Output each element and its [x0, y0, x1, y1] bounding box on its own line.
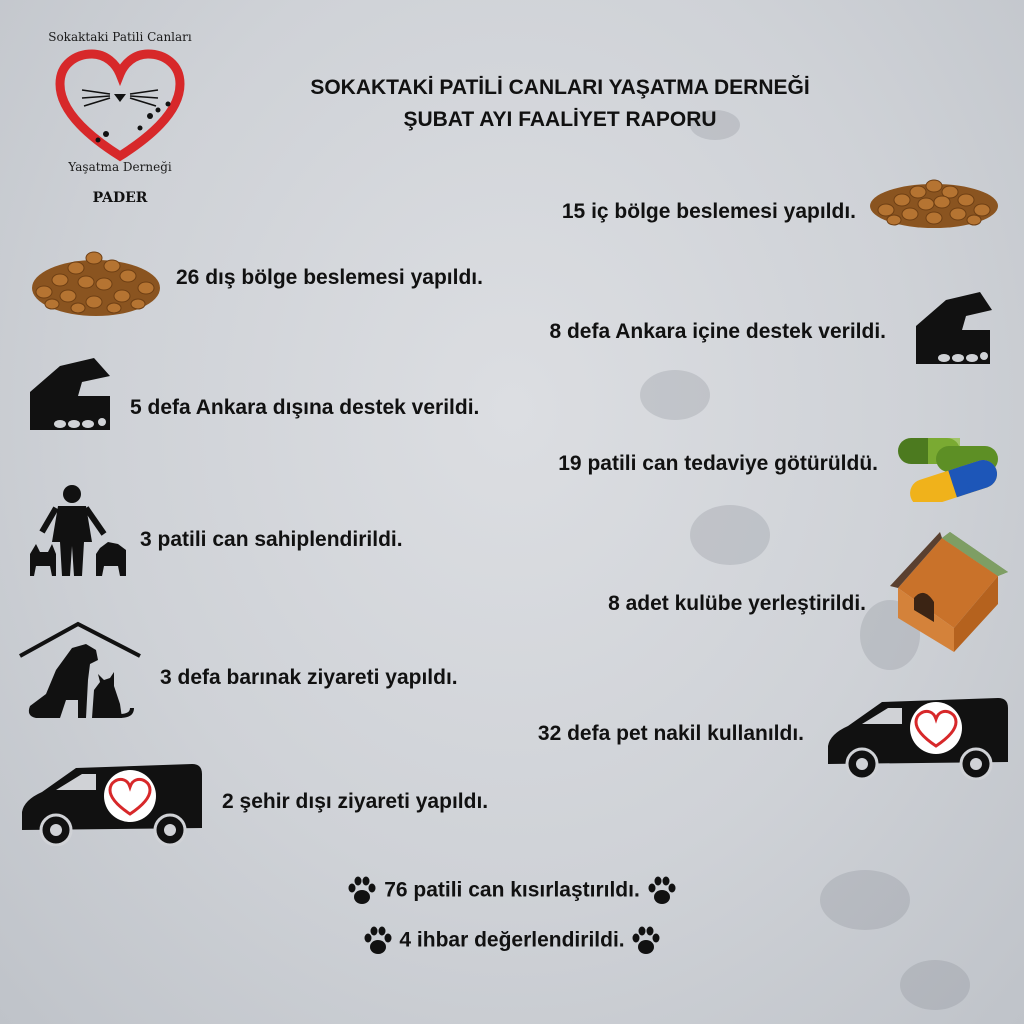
paw-icon	[630, 926, 662, 956]
van-icon	[822, 694, 1012, 780]
stat-support-outside-ankara: 5 defa Ankara dışına destek verildi.	[130, 396, 480, 419]
stat-adoption: 3 patili can sahiplendirildi.	[140, 528, 403, 551]
logo-bottom-text: Yaşatma Derneği	[68, 160, 172, 174]
paw-icon	[362, 926, 394, 956]
paw-icon	[346, 876, 378, 906]
shelter-dog-cat-icon	[16, 620, 142, 726]
page-subtitle: ŞUBAT AYI FAALİYET RAPORU	[403, 108, 717, 131]
stat-support-inside-ankara: 8 defa Ankara içine destek verildi.	[549, 320, 886, 343]
stat-outside-city-visit: 2 şehir dışı ziyareti yapıldı.	[222, 790, 489, 813]
footer-report-line	[0, 926, 1024, 956]
adoption-person-pets-icon	[22, 484, 134, 580]
pill-capsule-icon	[892, 432, 1004, 502]
page-title: SOKAKTAKİ PATİLİ CANLARI YAŞATMA DERNEĞİ	[310, 76, 810, 99]
van-icon	[16, 760, 206, 846]
heart-logo-icon	[52, 44, 188, 164]
stat-outer-feeding: 26 dış bölge beslemesi yapıldı.	[176, 266, 483, 289]
stat-shelter-visit: 3 defa barınak ziyareti yapıldı.	[160, 666, 458, 689]
logo-top-text: Sokaktaki Patili Canları	[48, 30, 192, 44]
stat-inner-feeding: 15 iç bölge beslemesi yapıldı.	[561, 200, 856, 223]
kibble-icon	[866, 170, 1002, 230]
helping-hand-icon	[906, 286, 996, 370]
paw-icon	[646, 876, 678, 906]
pader-logo	[40, 30, 200, 220]
doghouse-icon	[880, 532, 1012, 656]
footer-neuter-text: 76 patili can kısırlaştırıldı.	[384, 878, 640, 902]
logo-short-name: PADER	[92, 190, 148, 206]
stat-pet-transport: 32 defa pet nakil kullanıldı.	[537, 722, 804, 745]
helping-hand-icon	[26, 352, 116, 436]
stat-doghouse: 8 adet kulübe yerleştirildi.	[608, 592, 866, 615]
footer-neuter-line	[0, 876, 1024, 906]
kibble-icon	[28, 240, 164, 318]
footer-report-text: 4 ihbar değerlendirildi.	[399, 928, 625, 952]
stat-treatment: 19 patili can tedaviye götürüldü.	[558, 452, 878, 475]
